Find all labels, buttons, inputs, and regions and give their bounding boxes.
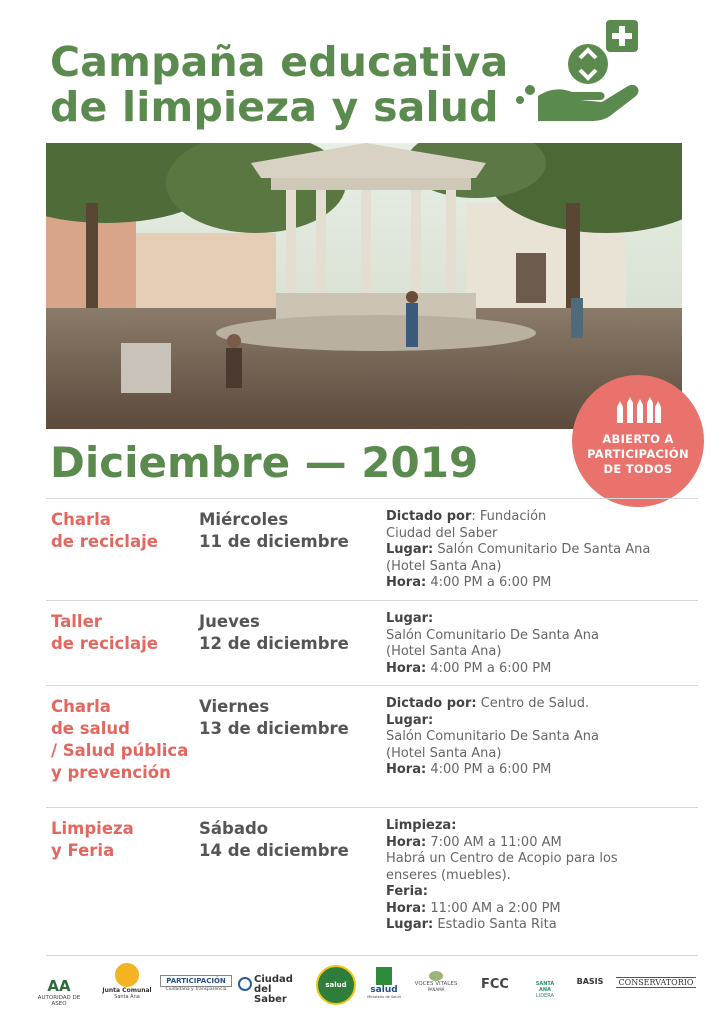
raised-hands-icon	[613, 395, 663, 425]
title-line-1: Campaña educativa	[50, 38, 509, 86]
event-date-text: 11 de diciembre	[199, 532, 349, 551]
event-date-text: 12 de diciembre	[199, 634, 349, 653]
event-details	[386, 509, 650, 592]
detail-line: (Hotel Santa Ana)	[386, 558, 502, 574]
badge-line-2: PARTICIPACIÓN	[587, 447, 689, 461]
detail-line: Lugar: Salón Comunitario De Santa Ana	[386, 542, 651, 557]
detail-line: Salón Comunitario De Santa Ana	[386, 627, 599, 643]
detail-line: Dictado por: Fundación	[386, 509, 547, 524]
detail-line: Hora: 4:00 PM a 6:00 PM	[386, 762, 552, 777]
event-name-line: Taller	[51, 612, 102, 631]
event-name	[51, 696, 188, 784]
event-row	[46, 807, 698, 948]
open-participation-badge	[572, 375, 704, 507]
detail-line: Habrá un Centro de Acopio para los	[386, 851, 618, 866]
event-details	[386, 611, 599, 677]
event-name	[51, 509, 158, 553]
voces-vitales-logo: VOCES VITALES PANAMÁ	[410, 963, 462, 1011]
detail-line: Hora: 4:00 PM a 6:00 PM	[386, 660, 552, 676]
event-date	[199, 696, 349, 740]
event-row	[46, 685, 698, 808]
event-date-text: 13 de diciembre	[199, 719, 349, 738]
event-name-line: y Feria	[51, 841, 115, 860]
aaa-logo: AA AUTORIDAD DE ASEO	[37, 977, 81, 1007]
month-heading: Diciembre — 2019	[50, 438, 479, 487]
sponsor-logos	[30, 963, 700, 1013]
event-day: Jueves	[199, 612, 260, 631]
detail-line: (Hotel Santa Ana)	[386, 644, 502, 659]
title-line-2: de limpieza y salud	[50, 83, 499, 131]
badge-line-1: ABIERTO A	[602, 432, 674, 446]
salud-logo: salud Ministerio de Salud	[366, 963, 402, 1011]
event-name-line: / Salud pública	[51, 741, 189, 760]
basis-logo: BASIS	[576, 977, 604, 986]
conservatorio-logo: CONSERVATORIO	[616, 963, 696, 1011]
event-details	[386, 818, 618, 934]
park-gazebo-photo	[46, 143, 682, 429]
event-date	[199, 509, 349, 553]
detail-line: Lugar: Estadio Santa Rita	[386, 917, 557, 932]
detail-line: Hora: 11:00 AM a 2:00 PM	[386, 900, 561, 916]
detail-line: Lugar:	[386, 611, 434, 626]
ciudad-del-saber-icon	[238, 977, 252, 991]
santa-ana-lidera-logo: SANTA ANA LIDERA	[535, 981, 555, 999]
detail-line: Dictado por: Centro de Salud.	[386, 696, 590, 711]
event-date	[199, 818, 349, 862]
event-details	[386, 696, 599, 779]
event-date-text: 14 de diciembre	[199, 841, 349, 860]
detail-line: (Hotel Santa Ana)	[386, 745, 502, 761]
event-row	[46, 498, 698, 601]
detail-line: Feria:	[386, 884, 429, 899]
participacion-logo: PARTICIPACIÓN Ciudadana y Transparencia	[160, 963, 232, 1011]
event-name-line: de reciclaje	[51, 634, 158, 653]
minsa-seal-logo: salud	[316, 963, 356, 1011]
event-day: Viernes	[199, 697, 270, 716]
detail-line: Ciudad del Saber	[386, 525, 498, 541]
hand-holding-recycle-health-icon	[510, 18, 645, 123]
event-day: Sábado	[199, 819, 269, 838]
detail-line: enseres (muebles).	[386, 867, 511, 883]
event-name-line: Limpieza	[51, 819, 134, 838]
event-name-line: Charla	[51, 697, 111, 716]
event-row	[46, 600, 698, 686]
detail-line: Hora: 7:00 AM a 11:00 AM	[386, 834, 562, 850]
event-name	[51, 611, 158, 655]
event-day: Miércoles	[199, 510, 289, 529]
badge-line-3: DE TODOS	[603, 462, 673, 476]
page-title	[50, 40, 508, 130]
event-name-line: y prevención	[51, 763, 171, 782]
fcc-logo: FCC	[481, 977, 509, 992]
detail-line: Salón Comunitario De Santa Ana	[386, 729, 599, 744]
detail-line: Limpieza:	[386, 818, 457, 833]
event-date	[199, 611, 349, 655]
ciudad-del-saber-logo: Ciudad del Saber	[238, 963, 298, 1011]
event-name-line: de reciclaje	[51, 532, 158, 551]
detail-line: Hora: 4:00 PM a 6:00 PM	[386, 575, 552, 590]
event-name-line: Charla	[51, 510, 111, 529]
detail-line: Lugar:	[386, 712, 434, 728]
event-name-line: de salud	[51, 719, 130, 738]
footer-divider	[46, 955, 698, 956]
event-name	[51, 818, 134, 862]
junta-comunal-logo: Junta Comunal Santa Ana	[102, 963, 152, 1011]
